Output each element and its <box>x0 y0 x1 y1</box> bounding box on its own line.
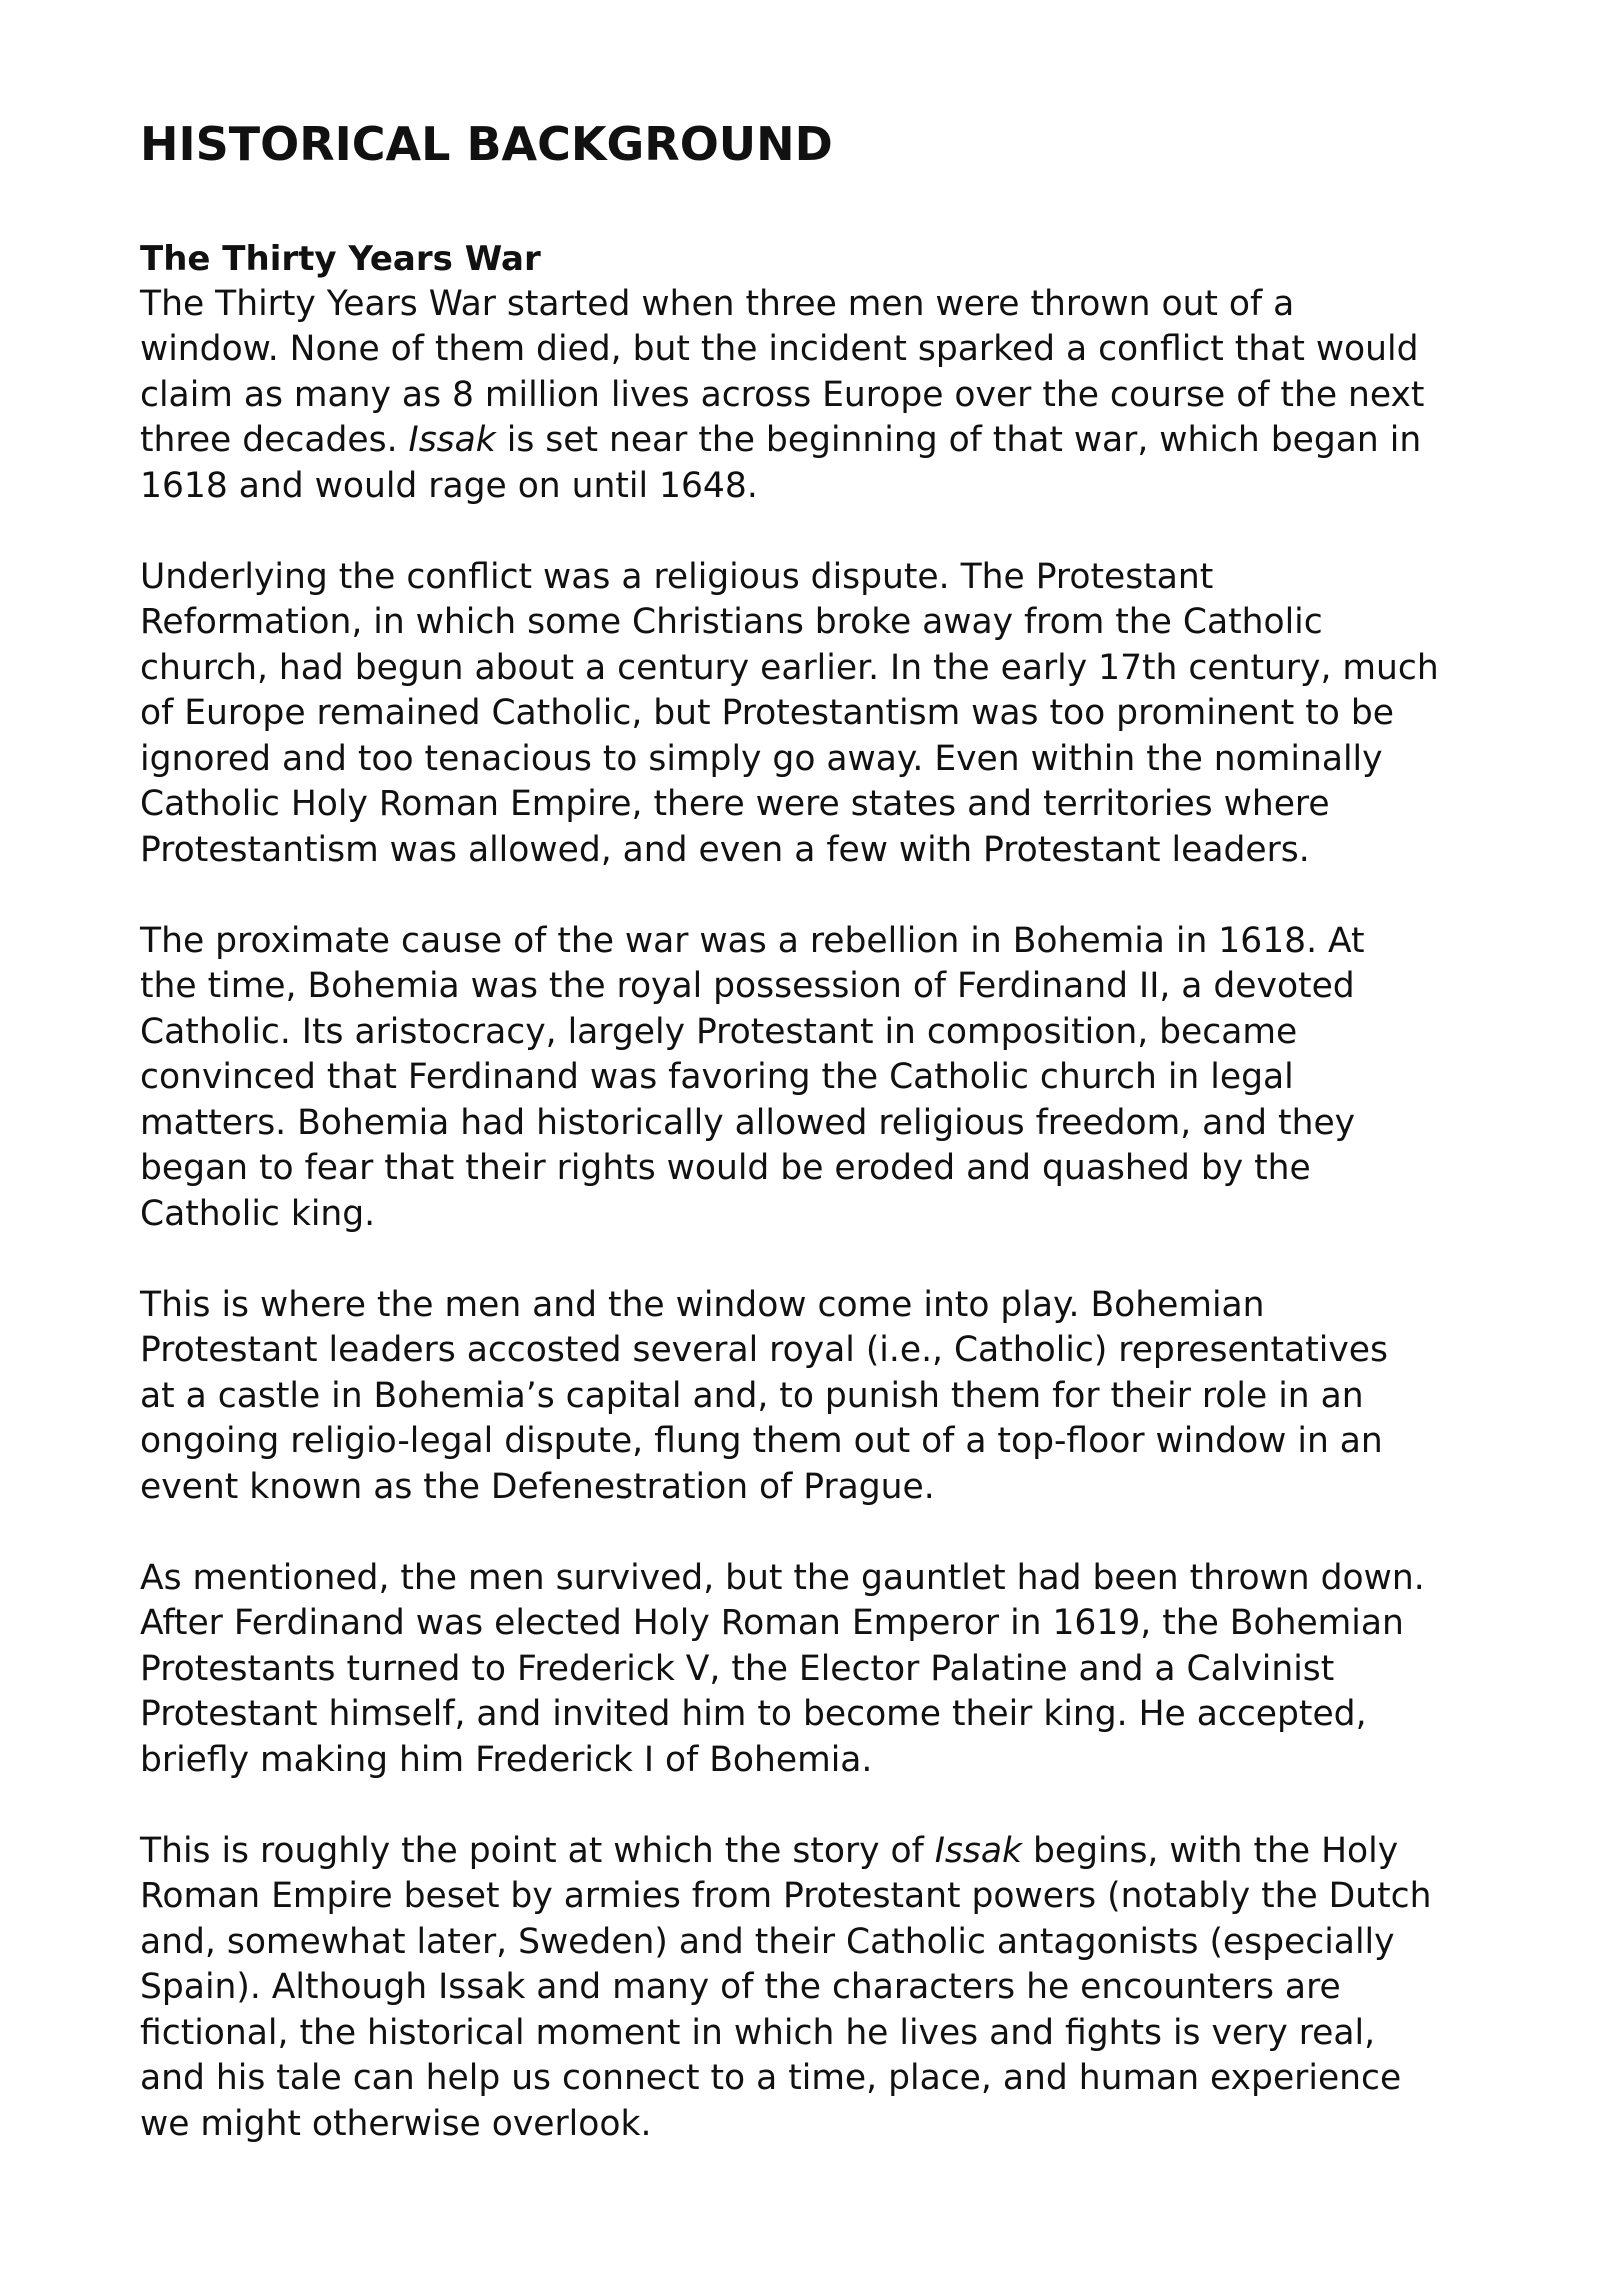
page-title: HISTORICAL BACKGROUND <box>140 117 833 171</box>
paragraph-1-text-cont: is set near the beginning of that war, which began in 1618 and would rage on until 1648. <box>140 420 1422 506</box>
section-title: The Thirty Years War <box>140 238 541 279</box>
paragraph-3: The proximate cause of the war was a rebellion in Bohemia in 1618. At the time, Bohemia was the royal possession of Ferdinand II, a devoted Catholic. Its aristocracy, largely Protestant in composition, became convinced that Ferdinand was favoring the Catholic church in legal matters. Bohemia had historically allowed religious freedom, and they began to fear that their rights would be eroded and quashed by the Catholic king. <box>140 920 1365 1234</box>
book-title-issak: Issak <box>408 420 496 461</box>
paragraph-5: As mentioned, the men survived, but the gauntlet had been thrown down. After Ferdinand was elected Holy Roman Emperor in 1619, the Bohemian Protestants turned to Frederick V, the Elector Palatine and a Calvinist Protestant himself, and invited him to become their king. He accepted, briefly making him Frederick I of Bohemia. <box>140 1557 1425 1780</box>
paragraph-6-text-cont: begins, with the Holy Roman Empire beset by armies from Protestant powers (notably the Dutch and, somewhat later, Sweden) and their Catholic antagonists (especially Spain). Although Issak and many of the characters he encounters are fictional, the historical moment in which he lives and fights is very real, and his tale can help us connect to a time, place, and human experience we might otherwise overlook. <box>140 1830 1432 2144</box>
document-page <box>140 118 1500 2147</box>
paragraph-6-text: This is roughly the point at which the story of <box>140 1830 935 1871</box>
book-title-issak: Issak <box>934 1830 1022 1871</box>
paragraph-2: Underlying the conflict was a religious dispute. The Protestant Reformation, in which some Christians broke away from the Catholic church, had begun about a century earlier. In the early 17th century, much of Europe remained Catholic, but Protestantism was too prominent to be ignored and too tenacious to simply go away. Even within the nominally Catholic Holy Roman Empire, there were states and territories where Protestantism was allowed, and even a few with Protestant leaders. <box>140 556 1439 870</box>
paragraph-1-text: The Thirty Years War started when three men were thrown out of a window. None of them died, but the incident sparked a conflict that would claim as many as 8 million lives across Europe over the course of the next three decades. <box>140 283 1425 461</box>
paragraph-4: This is where the men and the window come into play. Bohemian Protestant leaders accosted several royal (i.e., Catholic) representatives at a castle in Bohemia’s capital and, to punish them for their role in an ongoing religio-legal dispute, flung them out of a top-floor window in an event known as the Defenestration of Prague. <box>140 1284 1388 1507</box>
paragraph-1 <box>140 282 1500 510</box>
paragraph-6 <box>140 1829 1500 2148</box>
